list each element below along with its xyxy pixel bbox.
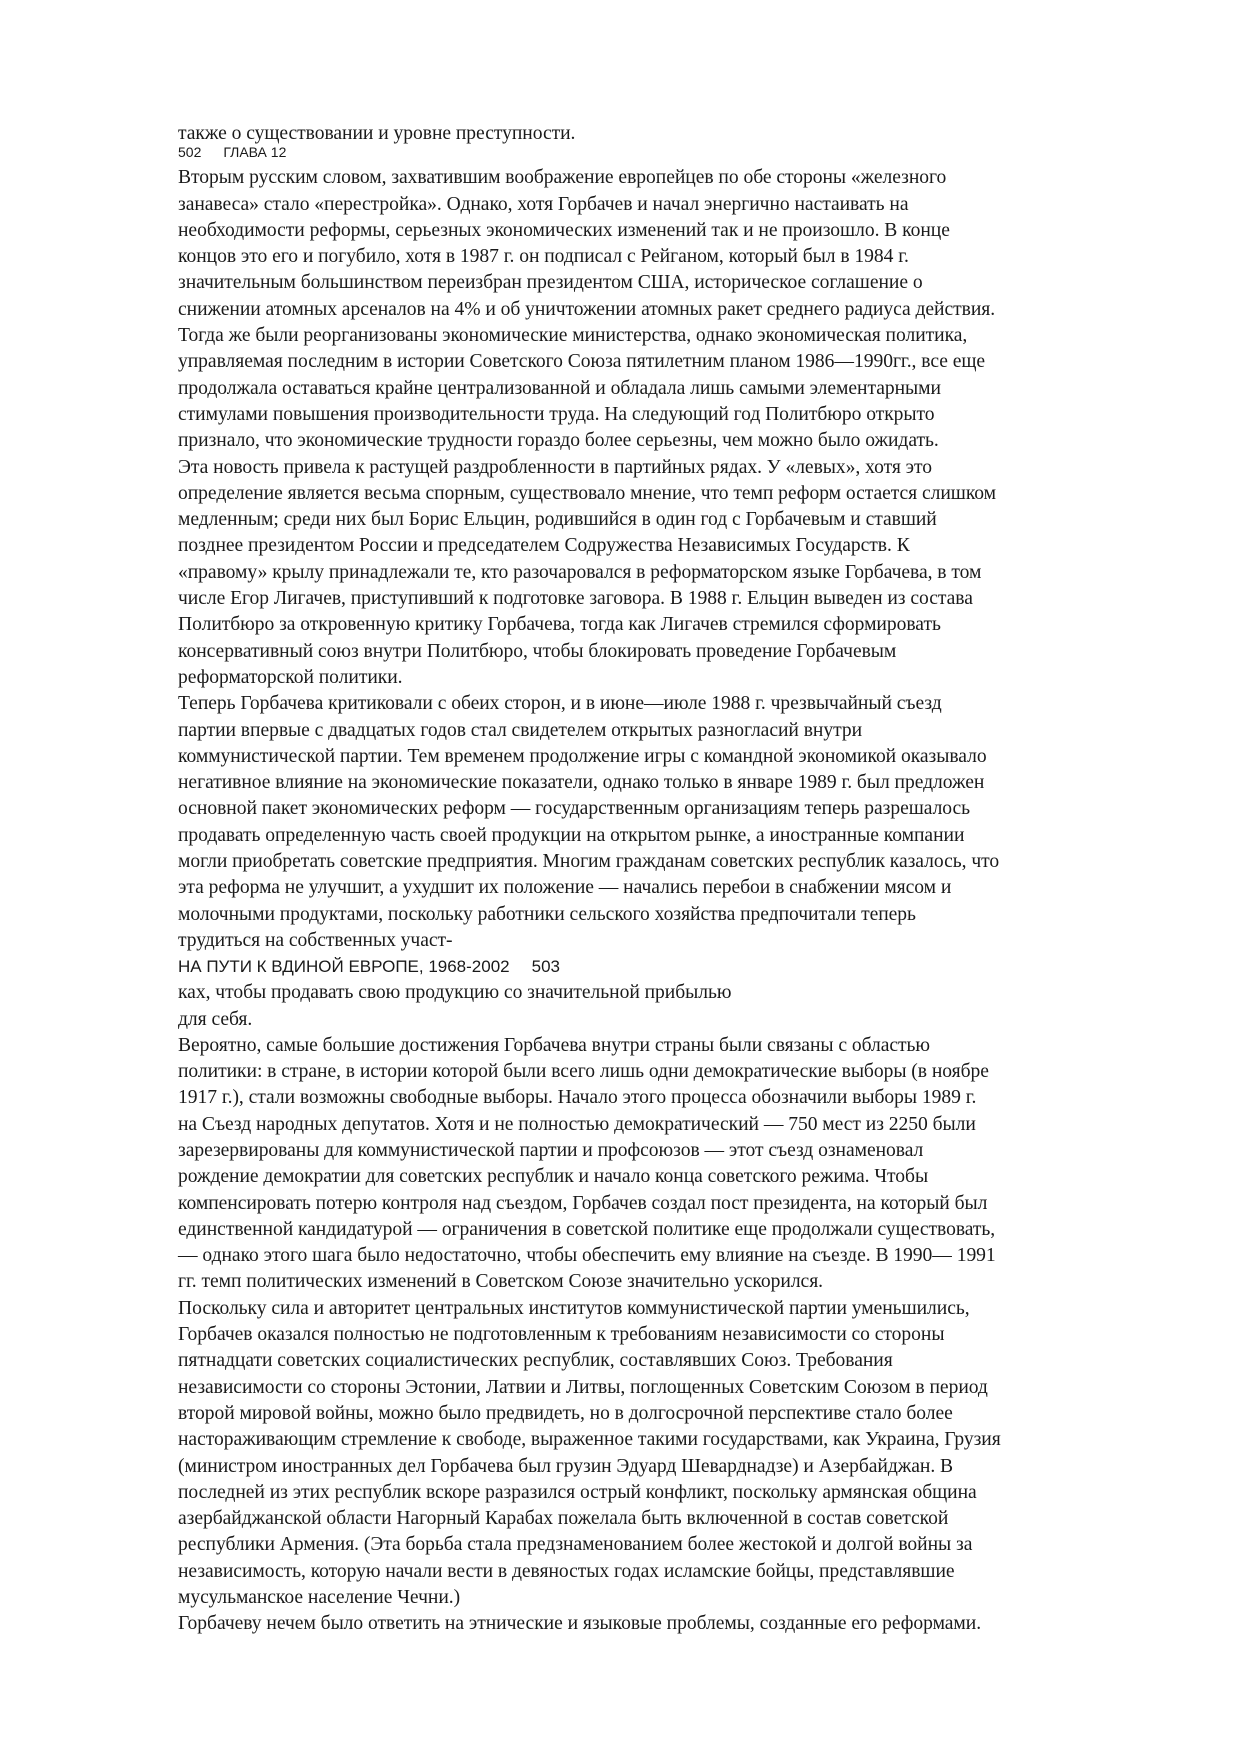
text-line: Эта новость привела к растущей раздробленности в партийных рядах. У «левых», хотя это bbox=[178, 456, 932, 478]
text-line: партии впервые с двадцатых годов стал свидетелем открытых разногласий внутри bbox=[178, 719, 863, 741]
paragraph-perestroika bbox=[178, 165, 1178, 691]
text-line: пятнадцати советских социалистических республик, составлявших Союз. Требования bbox=[178, 1350, 893, 1372]
carryover-line: также о существовании и уровне преступности. bbox=[178, 123, 576, 144]
text-line: Вторым русским словом, захватившим воображение европейцев по обе стороны «железного bbox=[178, 167, 947, 189]
text-line: признало, что экономические трудности гораздо более серьезны, чем можно было ожидать. bbox=[178, 430, 939, 452]
text-line: на Съезд народных депутатов. Хотя и не полностью демократический — 750 мест из 2250 были bbox=[178, 1113, 976, 1135]
document-page bbox=[178, 121, 1178, 1638]
text-line: второй мировой войны, можно было предвидеть, но в долгосрочной перспективе стало более bbox=[178, 1402, 953, 1424]
text-line: необходимости реформы, серьезных экономических изменений так и не произошло. В конце bbox=[178, 219, 950, 241]
text-line: консервативный союз внутри Политбюро, чтобы блокировать проведение Горбачевым bbox=[178, 640, 897, 662]
text-line: Тогда же были реорганизованы экономические министерства, однако экономическая политика, bbox=[178, 325, 968, 347]
chapter-label: ГЛАВА 12 bbox=[223, 144, 287, 161]
text-line: снижении атомных арсеналов на 4% и об уничтожении атомных ракет среднего радиуса действия. bbox=[178, 298, 996, 320]
text-line: настораживающим стремление к свободе, выраженное такими государствами, как Украина, Грузия bbox=[178, 1429, 1001, 1451]
text-line: республики Армения. (Эта борьба стала предзнаменованием более жестокой и долгой войны за bbox=[178, 1534, 973, 1556]
text-line: реформаторской политики. bbox=[178, 666, 403, 688]
text-line: рождение демократии для советских республик и начало конца советского режима. Чтобы bbox=[178, 1166, 929, 1188]
text-line: азербайджанской области Нагорный Карабах пожелала быть включенной в состав советской bbox=[178, 1508, 949, 1530]
paragraph-elections bbox=[178, 1033, 1178, 1296]
text-line: Политбюро за откровенную критику Горбачева, тогда как Лигачев стремился сформировать bbox=[178, 614, 941, 636]
text-line: гг. темп политических изменений в Советском Союзе значительно ускорился. bbox=[178, 1271, 824, 1293]
text-line: позднее президентом России и председателем Содружества Независимых Государств. К bbox=[178, 535, 910, 557]
text-line: Теперь Горбачева критиковали с обеих сторон, и в июне—июле 1988 г. чрезвычайный съезд bbox=[178, 693, 942, 715]
text-line: «правому» крылу принадлежали те, кто разочаровался в реформаторском языке Горбачева, в том bbox=[178, 561, 982, 583]
text-line: мусульманское население Чечни.) bbox=[178, 1587, 461, 1609]
paragraph-continuation bbox=[178, 980, 1178, 1033]
text-line: Поскольку сила и авторитет центральных институтов коммунистической партии уменьшились, bbox=[178, 1297, 970, 1319]
text-line: зарезервированы для коммунистической партии и профсоюзов — этот съезд ознаменовал bbox=[178, 1139, 924, 1161]
text-line: значительным большинством переизбран президентом США, историческое соглашение о bbox=[178, 272, 923, 294]
text-line: независимости со стороны Эстонии, Латвии и Литвы, поглощенных Советским Союзом в период bbox=[178, 1376, 988, 1398]
text-line: негативное влияние на экономические показатели, однако только в январе 1989 г. был предложен bbox=[178, 772, 985, 794]
text-line: для себя. bbox=[178, 1008, 253, 1030]
text-line: Горбачев оказался полностью не подготовленным к требованиям независимости со стороны bbox=[178, 1324, 945, 1346]
text-line: управляемая последним в истории Советского Союза пятилетним планом 1986—1990гг., все еще bbox=[178, 351, 986, 373]
text-line: основной пакет экономических реформ — государственным организациям теперь разрешалось bbox=[178, 798, 971, 820]
text-line: Горбачеву нечем было ответить на этнические и языковые проблемы, созданные его реформами. bbox=[178, 1613, 982, 1635]
text-line: продавать определенную часть своей продукции на открытом рынке, а иностранные компании bbox=[178, 824, 965, 846]
text-line: занавеса» стало «перестройка». Однако, хотя Горбачев и начал энергично настаивать на bbox=[178, 193, 909, 215]
text-line: медленным; среди них был Борис Ельцин, родившийся в один год с Горбачевым и ставший bbox=[178, 509, 937, 531]
text-line: независимость, которую начали вести в девяностых годах исламские бойцы, представлявшие bbox=[178, 1560, 955, 1582]
running-header-503 bbox=[178, 954, 1178, 980]
text-line: трудиться на собственных участ- bbox=[178, 929, 453, 951]
book-section-title: НА ПУТИ К ВДИНОЙ ЕВРОПЕ, 1968-2002 bbox=[178, 957, 510, 977]
text-line: определение является весьма спорным, существовало мнение, что темп реформ остается слишком bbox=[178, 482, 997, 504]
text-line: (министром иностранных дел Горбачева был грузин Эдуард Шеварднадзе) и Азербайджан. В bbox=[178, 1455, 954, 1477]
page-number: 502 bbox=[178, 144, 202, 161]
paragraph-criticism bbox=[178, 691, 1178, 954]
text-line: компенсировать потерю контроля над съездом, Горбачев создал пост президента, на который был bbox=[178, 1192, 988, 1214]
text-line: Вероятно, самые большие достижения Горбачева внутри страны были связаны с областью bbox=[178, 1034, 931, 1056]
text-line: — однако этого шага было недостаточно, чтобы обеспечить ему влияние на съезде. В 1990— 1991 bbox=[178, 1245, 996, 1267]
text-line: молочными продуктами, поскольку работники сельского хозяйства предпочитали теперь bbox=[178, 903, 916, 925]
paragraph-independence bbox=[178, 1296, 1178, 1612]
text-line: числе Егор Лигачев, приступивший к подготовке заговора. В 1988 г. Ельцин выведен из состава bbox=[178, 588, 973, 610]
text-line: эта реформа не улучшит, а ухудшит их положение — начались перебои в снабжении мясом и bbox=[178, 877, 952, 899]
text-line: единственной кандидатурой — ограничения в советской политике еще продолжали существовать, bbox=[178, 1218, 996, 1240]
text-line: 1917 г.), стали возможны свободные выборы. Начало этого процесса обозначили выборы 1989 г. bbox=[178, 1087, 977, 1109]
page-number: 503 bbox=[531, 957, 560, 977]
text-line: последней из этих республик вскоре разразился острый конфликт, поскольку армянская община bbox=[178, 1481, 977, 1503]
paragraph-ethnic-problems bbox=[178, 1611, 1178, 1637]
text-line: стимулами повышения производительности труда. На следующий год Политбюро открыто bbox=[178, 403, 935, 425]
text-line: ках, чтобы продавать свою продукцию со значительной прибылью bbox=[178, 982, 732, 1004]
text-line: коммунистической партии. Тем временем продолжение игры с командной экономикой оказывало bbox=[178, 745, 987, 767]
text-line: политики: в стране, в истории которой были всего лишь одни демократические выборы (в ноябре bbox=[178, 1061, 989, 1083]
text-line: концов это его и погубило, хотя в 1987 г. он подписал с Рейганом, который был в 1984 г. bbox=[178, 246, 909, 268]
text-line: продолжала оставаться крайне централизованной и обладала лишь самыми элементарными bbox=[178, 377, 941, 399]
text-line: могли приобретать советские предприятия. Многим гражданам советских республик казалось, что bbox=[178, 851, 1000, 873]
